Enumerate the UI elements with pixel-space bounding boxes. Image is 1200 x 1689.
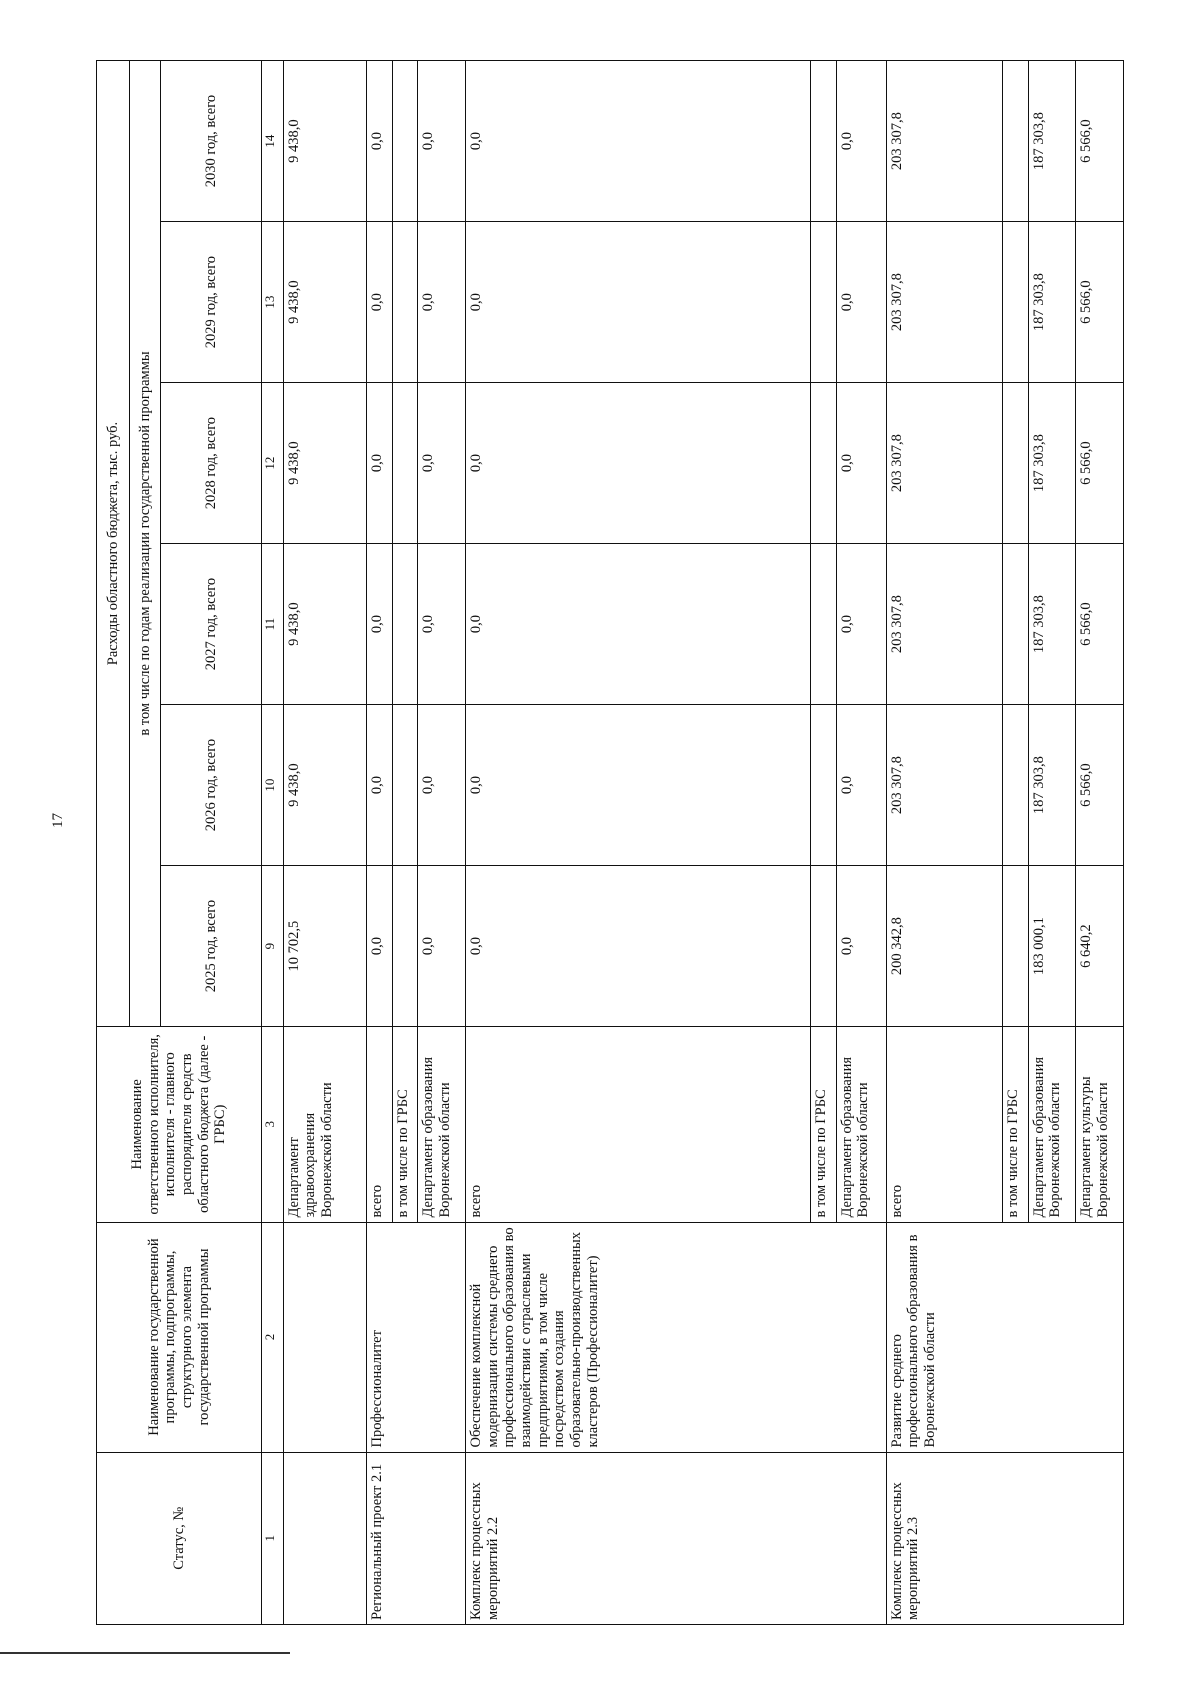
value-cell: 0,0 [366,383,392,544]
executor-cell: в том числе по ГРБС [392,1027,418,1222]
executor-cell: всего [465,1027,810,1222]
executor-cell: всего [886,1027,1003,1222]
value-cell: 0,0 [465,61,810,222]
header-by-years: в том числе по годам реализации государственной программы [130,61,161,1027]
value-cell: 0,0 [418,705,466,866]
col-index: 13 [262,222,283,383]
value-cell: 9 438,0 [283,61,366,222]
value-cell: 6 566,0 [1076,544,1124,705]
value-cell: 0,0 [836,383,886,544]
value-cell: 203 307,8 [886,705,1003,866]
col-index: 1 [262,1452,283,1624]
value-cell: 6 566,0 [1076,383,1124,544]
name-cell: Профессионалитет [366,1222,465,1452]
value-cell: 0,0 [418,544,466,705]
value-cell: 0,0 [418,383,466,544]
executor-cell: в том числе по ГРБС [1003,1027,1029,1222]
value-cell: 200 342,8 [886,866,1003,1027]
value-cell: 203 307,8 [886,383,1003,544]
value-cell: 0,0 [465,383,810,544]
table-row [886,61,1003,1625]
value-cell: 9 438,0 [283,222,366,383]
header-year: 2025 год, всего [161,866,262,1027]
value-cell: 0,0 [836,705,886,866]
executor-cell: Департамент образования Воронежской области [418,1027,466,1222]
value-cell: 0,0 [366,222,392,383]
executor-cell: всего [366,1027,392,1222]
value-cell: 6 566,0 [1076,222,1124,383]
value-cell: 0,0 [836,866,886,1027]
table-row [366,61,392,1625]
header-expenses: Расходы областного бюджета, тыс. руб. [97,61,130,1027]
header-executor: Наименование ответственного исполнителя, исполнителя - главного распорядителя средств областного бюджета (далее - ГРБС) [97,1027,262,1222]
footer-rule [0,1652,290,1654]
value-cell: 6 640,2 [1076,866,1124,1027]
header-year: 2030 год, всего [161,61,262,222]
page-number: 17 [50,813,66,828]
executor-cell: Департамент культуры Воронежской области [1076,1027,1124,1222]
table-row [283,61,366,1625]
status-cell: Комплекс процессных мероприятий 2.3 [886,1452,1124,1624]
value-cell: 0,0 [366,705,392,866]
header-year: 2028 год, всего [161,383,262,544]
value-cell: 183 000,1 [1028,866,1076,1027]
value-cell: 9 438,0 [283,544,366,705]
header-year: 2026 год, всего [161,705,262,866]
value-cell: 9 438,0 [283,383,366,544]
value-cell: 203 307,8 [886,222,1003,383]
value-cell: 0,0 [418,61,466,222]
value-cell: 0,0 [418,866,466,1027]
col-index: 3 [262,1027,283,1222]
value-cell: 203 307,8 [886,544,1003,705]
executor-cell: в том числе по ГРБС [810,1027,836,1222]
value-cell: 0,0 [465,705,810,866]
value-cell: 0,0 [366,544,392,705]
value-cell: 0,0 [366,866,392,1027]
executor-cell: Департамент образования Воронежской области [1028,1027,1076,1222]
col-index: 12 [262,383,283,544]
value-cell: 187 303,8 [1028,61,1076,222]
col-index: 10 [262,705,283,866]
header-name: Наименование государственной программы, подпрограммы, структурного элемента государственной программы [97,1222,262,1452]
value-cell: 0,0 [418,222,466,383]
status-cell: Региональный проект 2.1 [366,1452,465,1624]
value-cell: 187 303,8 [1028,705,1076,866]
col-index: 14 [262,61,283,222]
col-index: 11 [262,544,283,705]
value-cell: 0,0 [836,61,886,222]
budget-table [96,60,1124,1625]
value-cell: 6 566,0 [1076,61,1124,222]
col-index: 2 [262,1222,283,1452]
value-cell: 0,0 [465,222,810,383]
value-cell: 9 438,0 [283,705,366,866]
col-index: 9 [262,866,283,1027]
status-cell: Комплекс процессных мероприятий 2.2 [465,1452,886,1624]
header-year: 2029 год, всего [161,222,262,383]
rotated-table-container [96,60,1124,1625]
value-cell: 0,0 [836,222,886,383]
executor-cell: Департамент здравоохранения Воронежской области [283,1027,366,1222]
value-cell: 0,0 [366,61,392,222]
value-cell: 187 303,8 [1028,544,1076,705]
value-cell: 203 307,8 [886,61,1003,222]
value-cell: 0,0 [836,544,886,705]
value-cell: 0,0 [465,544,810,705]
value-cell: 0,0 [465,866,810,1027]
header-year: 2027 год, всего [161,544,262,705]
header-status: Статус, № [97,1452,262,1624]
value-cell: 6 566,0 [1076,705,1124,866]
name-cell: Развитие среднего профессионального образования в Воронежской области [886,1222,1124,1452]
table-row [465,61,810,1625]
value-cell: 187 303,8 [1028,383,1076,544]
name-cell: Обеспечение комплексной модернизации системы среднего профессионального образования во взаимодействии с отраслевыми предприятиями, в том числе посредством создания образовательно-производственных кластеров (Профессионалитет) [465,1222,886,1452]
executor-cell: Департамент образования Воронежской области [836,1027,886,1222]
value-cell: 187 303,8 [1028,222,1076,383]
value-cell: 10 702,5 [283,866,366,1027]
